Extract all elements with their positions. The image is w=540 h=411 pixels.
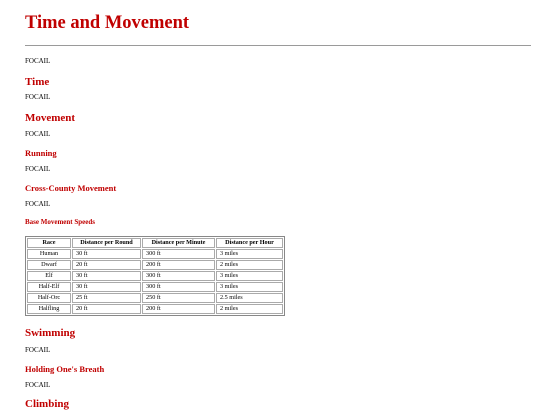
table-cell: Half-Elf xyxy=(27,282,71,292)
table-cell: 300 ft xyxy=(142,249,215,259)
table-cell: 200 ft xyxy=(142,304,215,314)
table-cell: 25 ft xyxy=(72,293,141,303)
table-row xyxy=(27,293,283,303)
page-title: Time and Movement xyxy=(25,13,190,33)
table-cell: Elf xyxy=(27,271,71,281)
table-cell: 300 ft xyxy=(142,282,215,292)
time-text: FOCAIL xyxy=(25,93,51,101)
column-header: Distance per Hour xyxy=(216,238,283,248)
intro-text: FOCAIL xyxy=(25,57,51,65)
table-cell: 250 ft xyxy=(142,293,215,303)
heading-time: Time xyxy=(25,76,50,88)
heading-running: Running xyxy=(25,148,57,158)
table-row xyxy=(27,260,283,270)
table-cell: 30 ft xyxy=(72,249,141,259)
table-cell: 30 ft xyxy=(72,271,141,281)
table-cell: 20 ft xyxy=(72,304,141,314)
table-cell: 30 ft xyxy=(72,282,141,292)
table-row xyxy=(27,304,283,314)
running-text: FOCAIL xyxy=(25,165,51,173)
table-cell: Halfling xyxy=(27,304,71,314)
table-header-row xyxy=(27,238,283,248)
column-header: Race xyxy=(27,238,71,248)
table-cell: 20 ft xyxy=(72,260,141,270)
table-cell: 2 miles xyxy=(216,304,283,314)
table-cell: 3 miles xyxy=(216,282,283,292)
table-cell: 200 ft xyxy=(142,260,215,270)
table-cell: 2.5 miles xyxy=(216,293,283,303)
heading-cross-country: Cross-County Movement xyxy=(25,183,117,193)
movement-text: FOCAIL xyxy=(25,130,51,138)
title-divider xyxy=(25,45,531,46)
table-row xyxy=(27,249,283,259)
movement-speed-table xyxy=(25,236,285,316)
table-cell: Half-Orc xyxy=(27,293,71,303)
table-cell: Dwarf xyxy=(27,260,71,270)
column-header: Distance per Round xyxy=(72,238,141,248)
table-cell: 2 miles xyxy=(216,260,283,270)
column-header: Distance per Minute xyxy=(142,238,215,248)
heading-swimming: Swimming xyxy=(25,327,76,339)
table-row xyxy=(27,282,283,292)
heading-movement: Movement xyxy=(25,112,76,124)
holding-breath-text: FOCAIL xyxy=(25,381,51,389)
table-row xyxy=(27,271,283,281)
heading-base-speeds: Base Movement Speeds xyxy=(25,218,95,226)
cross-country-text: FOCAIL xyxy=(25,200,51,208)
heading-holding-breath: Holding One's Breath xyxy=(25,364,105,374)
table-cell: 3 miles xyxy=(216,271,283,281)
table-cell: 3 miles xyxy=(216,249,283,259)
table-cell: 300 ft xyxy=(142,271,215,281)
table-cell: Human xyxy=(27,249,71,259)
swimming-text: FOCAIL xyxy=(25,346,51,354)
heading-climbing: Climbing xyxy=(25,398,70,410)
